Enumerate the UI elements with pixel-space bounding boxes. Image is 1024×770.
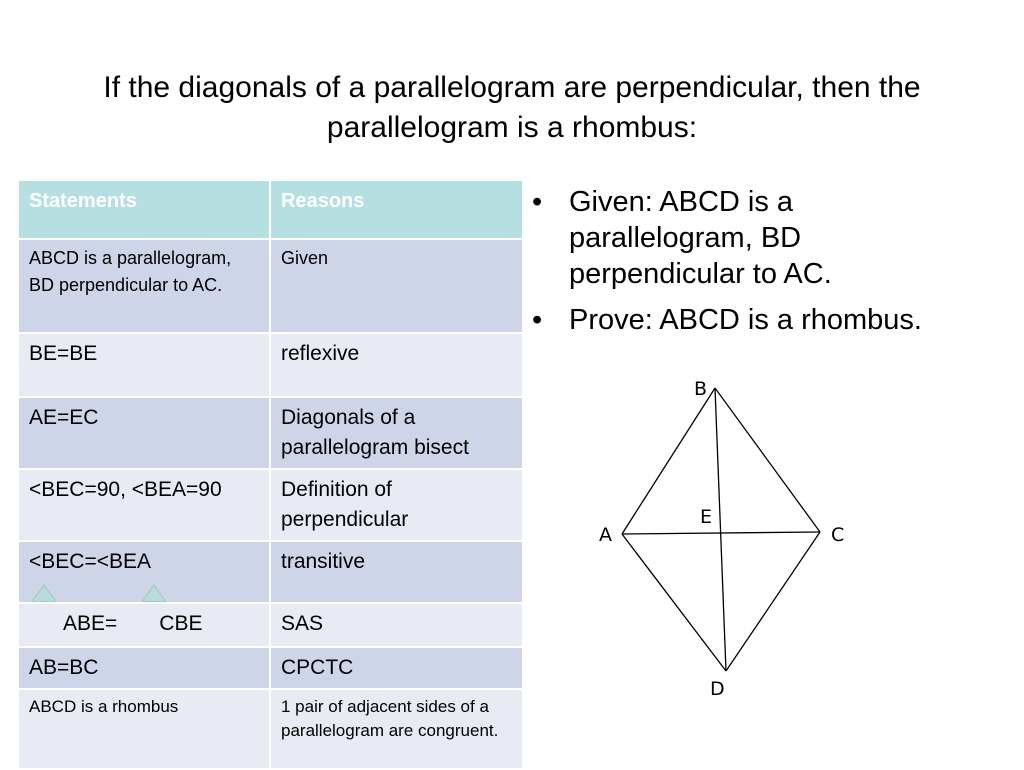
given-bullet (530, 184, 930, 292)
diagonal-bd (715, 388, 726, 671)
side-cd (726, 532, 820, 671)
statement-cell: ABCD is a rhombus (18, 689, 270, 769)
side-da (622, 534, 726, 671)
side-bc (715, 388, 820, 532)
slide-title: If the diagonals of a parallelogram are perpendicular, then the parallelogram is a rhombus: (103, 71, 921, 144)
bullet-icon: • (532, 186, 543, 218)
given-text: Given: ABCD is a parallelogram, BD perpendicular to AC. (569, 186, 832, 290)
reason-cell: 1 pair of adjacent sides of a parallelogram are congruent. (270, 689, 523, 769)
statements-header: Statements (18, 180, 270, 239)
reason-cell: CPCTC (270, 647, 523, 689)
reason-cell: Definition of perpendicular (270, 469, 523, 541)
table-row (18, 333, 523, 397)
statement-cell: BE=BE (18, 333, 270, 397)
table-row (18, 603, 523, 647)
label-a: A (599, 524, 612, 546)
table-row (18, 239, 523, 333)
table-header-row (18, 180, 523, 239)
label-b: B (694, 378, 708, 400)
reason-cell: Given (270, 239, 523, 333)
table-row (18, 689, 523, 769)
table-row (18, 469, 523, 541)
triangle-icon (141, 584, 167, 602)
prove-bullet (530, 302, 930, 338)
table-row (18, 647, 523, 689)
given-prove-list (530, 184, 930, 348)
reason-cell: Diagonals of a parallelogram bisect (270, 397, 523, 469)
proof-table (17, 179, 524, 770)
label-c: C (831, 524, 845, 546)
reason-cell: SAS (270, 603, 523, 647)
triangle-abe-text: ABE= (63, 612, 118, 635)
reason-cell: transitive (270, 541, 523, 603)
label-e: E (700, 506, 713, 528)
triangle-icon (31, 584, 57, 602)
label-d: D (710, 678, 725, 700)
table-row (18, 397, 523, 469)
triangle-cbe-text: CBE (159, 612, 203, 635)
statement-cell: AE=EC (18, 397, 270, 469)
reason-cell: reflexive (270, 333, 523, 397)
reasons-header: Reasons (270, 180, 523, 239)
statement-cell: ABCD is a parallelogram, BD perpendicular to AC. (18, 239, 270, 333)
prove-text: Prove: ABCD is a rhombus. (569, 304, 922, 336)
statement-cell: <BEC=90, <BEA=90 (18, 469, 270, 541)
table-row (18, 541, 523, 603)
statement-cell (18, 603, 270, 647)
statement-cell (18, 541, 270, 603)
statement-text: <BEC=<BEA (29, 550, 151, 573)
rhombus-diagram (560, 370, 880, 710)
statement-cell: AB=BC (18, 647, 270, 689)
bullet-icon: • (532, 304, 543, 336)
